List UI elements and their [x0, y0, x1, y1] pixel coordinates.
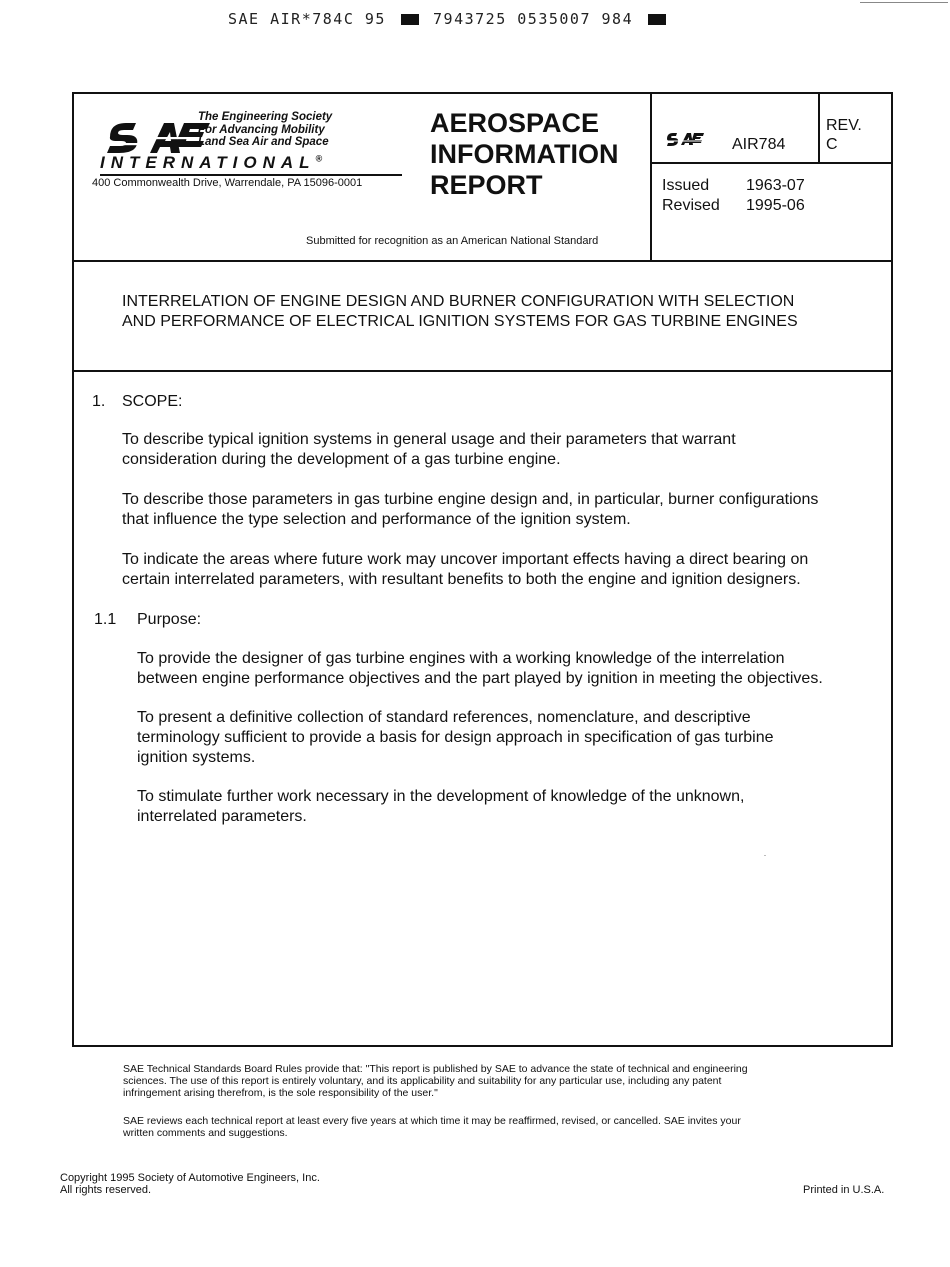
international-wordmark [100, 153, 322, 173]
revision-label [826, 116, 862, 154]
tagline-line [198, 136, 332, 149]
paragraph-line: certain interrelated parameters, with resultant benefits to both the engine and ignition designers. [122, 571, 801, 588]
scope-number: 1. [92, 393, 106, 410]
copyright-line: Copyright 1995 Society of Automotive Engineers, Inc. [60, 1172, 320, 1184]
wordmark-underline [100, 174, 402, 176]
issued-value: 1963-07 [746, 177, 805, 194]
revised-value: 1995-06 [746, 197, 805, 214]
review-notice [123, 1115, 883, 1139]
document-title [122, 292, 798, 332]
paragraph-line: To indicate the areas where future work may uncover important effects having a direct bearing on [122, 551, 809, 568]
paragraph-line: between engine performance objectives and the part played by ignition in meeting the objectives. [137, 670, 823, 687]
issue-dates [662, 176, 805, 216]
purpose-title: Purpose: [137, 611, 202, 628]
document-number: AIR784 [732, 136, 786, 153]
printed-in-note: Printed in U.S.A. [803, 1184, 885, 1196]
scan-edge-line [860, 2, 948, 3]
title-line: INTERRELATION OF ENGINE DESIGN AND BURNER CONFIGURATION WITH SELECTION [122, 293, 795, 310]
paragraph-line: ignition systems. [137, 749, 256, 766]
document-type-title [430, 108, 618, 201]
doc-number-row [652, 94, 893, 164]
notice-line: sciences. The use of this report is entirely voluntary, and its applicability and suitability for any particular use, including any patent [123, 1075, 722, 1087]
tsb-rules-notice [123, 1063, 883, 1099]
copyright-notice [60, 1172, 320, 1196]
scan-header-code [228, 10, 670, 28]
scan-code-right: 7943725 0535007 984 [433, 10, 634, 28]
paragraph-line: terminology sufficient to provide a basis for design approach in specification of gas turbine [137, 729, 774, 746]
purpose-paragraph [137, 649, 823, 689]
sae-logo-icon [106, 115, 210, 155]
notice-line: written comments and suggestions. [123, 1127, 288, 1139]
purpose-number: 1.1 [94, 611, 117, 628]
registered-mark: ® [315, 153, 323, 164]
paragraph-line: consideration during the development of a gas turbine engine. [122, 451, 561, 468]
tagline-line: The Engineering Society [198, 111, 333, 123]
scope-paragraph [122, 490, 818, 530]
paragraph-line: To describe those parameters in gas turbine engine design and, in particular, burner configurations [122, 491, 819, 508]
scan-block-mark [401, 14, 419, 25]
purpose-paragraph [137, 787, 744, 827]
document-id-box [650, 94, 893, 260]
copyright-line: All rights reserved. [60, 1184, 152, 1196]
issued-row [662, 176, 805, 196]
sae-small-logo-icon [666, 130, 704, 146]
doc-type-line: AEROSPACE [430, 108, 600, 138]
sae-tagline [198, 111, 332, 149]
paragraph-line: interrelated parameters. [137, 808, 307, 825]
notice-line: SAE Technical Standards Board Rules provide that: "This report is published by SAE to advance the state of technical and engineering [123, 1063, 748, 1075]
revised-label: Revised [662, 197, 720, 214]
rev-value-text: C [826, 136, 838, 153]
tagline-line: For Advancing Mobility [198, 123, 325, 136]
notice-line: SAE reviews each technical report at least every five years at which time it may be reaffirmed, revised, or cancelled. SAE invites your [123, 1115, 741, 1127]
scan-speck [764, 855, 766, 856]
document-frame [72, 92, 893, 1047]
rev-label-text: REV. [826, 117, 862, 134]
doc-type-line: INFORMATION [430, 139, 619, 169]
ansi-submission-note: Submitted for recognition as an American National Standard [306, 235, 599, 247]
document-title-block [74, 260, 891, 372]
scope-heading [92, 392, 182, 412]
paragraph-line: To describe typical ignition systems in general usage and their parameters that warrant [122, 431, 736, 448]
paragraph-line: that influence the type selection and performance of the ignition system. [122, 511, 631, 528]
scan-code-left: SAE AIR*784C 95 [228, 10, 386, 28]
issued-label: Issued [662, 177, 710, 194]
scope-paragraph [122, 430, 736, 470]
doc-type-line: REPORT [430, 170, 543, 200]
purpose-paragraph [137, 708, 774, 768]
document-header [74, 94, 891, 262]
purpose-heading [94, 610, 201, 630]
international-text: INTERNATIONAL [100, 153, 316, 172]
notice-line: infringement arising therefrom, is the sole responsibility of the user." [123, 1087, 438, 1099]
paragraph-line: To present a definitive collection of standard references, nomenclature, and descriptive [137, 709, 751, 726]
scope-paragraph [122, 550, 808, 590]
revision-cell [818, 94, 895, 162]
title-line: AND PERFORMANCE OF ELECTRICAL IGNITION SYSTEMS FOR GAS TURBINE ENGINES [122, 313, 798, 330]
paragraph-line: To stimulate further work necessary in the development of knowledge of the unknown, [137, 788, 745, 805]
paragraph-line: To provide the designer of gas turbine engines with a working knowledge of the interrelation [137, 650, 785, 667]
sae-address: 400 Commonwealth Drive, Warrendale, PA 15096-0001 [92, 177, 363, 189]
scope-title: SCOPE: [122, 393, 183, 410]
tagline-line-text: Land Sea Air and Space [198, 136, 329, 148]
revised-row [662, 196, 805, 216]
scan-block-mark-end [648, 14, 666, 25]
